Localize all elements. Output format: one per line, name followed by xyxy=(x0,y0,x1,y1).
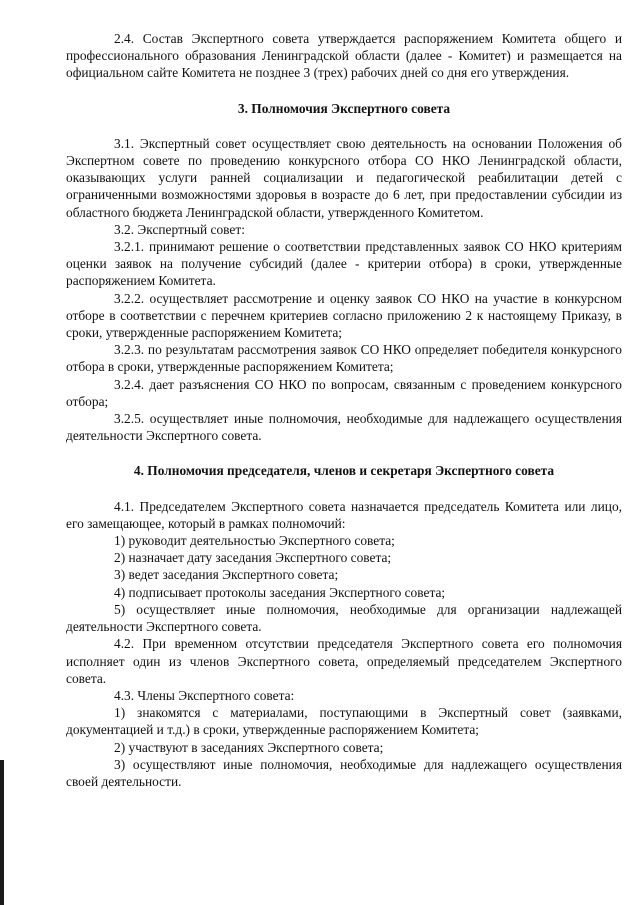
paragraph-4-2: 4.2. При временном отсутствии председателя Экспертного совета его полномочия исполняет один из членов Экспертного совета, определяемый председателем Экспертного совета. xyxy=(66,636,622,686)
paragraph-3-2-2: 3.2.2. осуществляет рассмотрение и оценку заявок СО НКО на участие в конкурсном отборе в соответствии с перечнем критериев согласно приложению 2 к настоящему Приказу, в сроки, утвержденные распоряжением Комитета; xyxy=(66,290,622,341)
list-item-4-1-3: 3) ведет заседания Экспертного совета; xyxy=(114,567,339,583)
list-item-4-1-1: 1) руководит деятельностью Экспертного совета; xyxy=(114,533,395,549)
paragraph-4-1: 4.1. Председателем Экспертного совета назначается председатель Комитета или лицо, его замещающее, который в рамках полномочий: xyxy=(66,498,622,531)
list-item-4-3-1: 1) знакомятся с материалами, поступающими в Экспертный совет (заявками, документацией и т.д.) в сроки, утвержденные распоряжением Комитета; xyxy=(66,705,622,738)
paragraph-3-2-1: 3.2.1. принимают решение о соответствии представленных заявок СО НКО критериям оценки заявок на получение субсидий (далее - критерии отбора) в сроки, утвержденные распоряжением Комитета. xyxy=(66,239,622,289)
list-item-4-1-4: 4) подписывает протоколы заседания Экспертного совета; xyxy=(114,584,446,600)
paragraph-3-2-3: 3.2.3. по результатам рассмотрения заявок СО НКО определяет победителя конкурсного отбора в сроки, утвержденные распоряжением Комитета; xyxy=(66,342,622,375)
paragraph-2-4: 2.4. Состав Экспертного совета утверждается распоряжением Комитета общего и профессионального образования Ленинградской области (далее - Комитет) и размещается на официальном сайте Комитета не позднее 3 (трех) рабочих дней со дня его утверждения. xyxy=(66,31,622,81)
document-body xyxy=(66,30,622,790)
list-item-4-1-5: 5) осуществляет иные полномочия, необходимые для организации надлежащей деятельности Экспертного совета. xyxy=(66,601,622,635)
paragraph-3-1: 3.1. Экспертный совет осуществляет свою деятельность на основании Положения об Экспертном совете по проведению конкурсного отбора СО НКО Ленинградской области, оказывающих услуги ранней социализации и педагогической реабилитации детей с ограниченными возможностями здоровья в возрасте до 6 лет, при предоставлении субсидии из областного бюджета Ленинградской области, утвержденного Комитетом. xyxy=(66,135,622,220)
paragraph-3-2: 3.2. Экспертный совет: xyxy=(114,221,245,237)
section-heading-4: 4. Полномочия председателя, членов и секретаря Экспертного совета xyxy=(133,463,555,479)
section-heading-3: 3. Полномочия Экспертного совета xyxy=(237,100,451,116)
paragraph-3-2-4: 3.2.4. дает разъяснения СО НКО по вопросам, связанным с проведением конкурсного отбора; xyxy=(66,376,622,409)
list-item-4-3-2: 2) участвуют в заседаниях Экспертного совета; xyxy=(114,739,384,755)
list-item-4-1-2: 2) назначает дату заседания Экспертного совета; xyxy=(114,550,392,566)
paragraph-4-3: 4.3. Члены Экспертного совета: xyxy=(114,687,295,703)
scan-edge-mark xyxy=(0,760,4,905)
list-item-4-3-3: 3) осуществляют иные полномочия, необходимые для надлежащего осуществления своей деятельности. xyxy=(66,756,622,789)
paragraph-3-2-5: 3.2.5. осуществляет иные полномочия, необходимые для надлежащего осуществления деятельности Экспертного совета. xyxy=(66,411,622,444)
